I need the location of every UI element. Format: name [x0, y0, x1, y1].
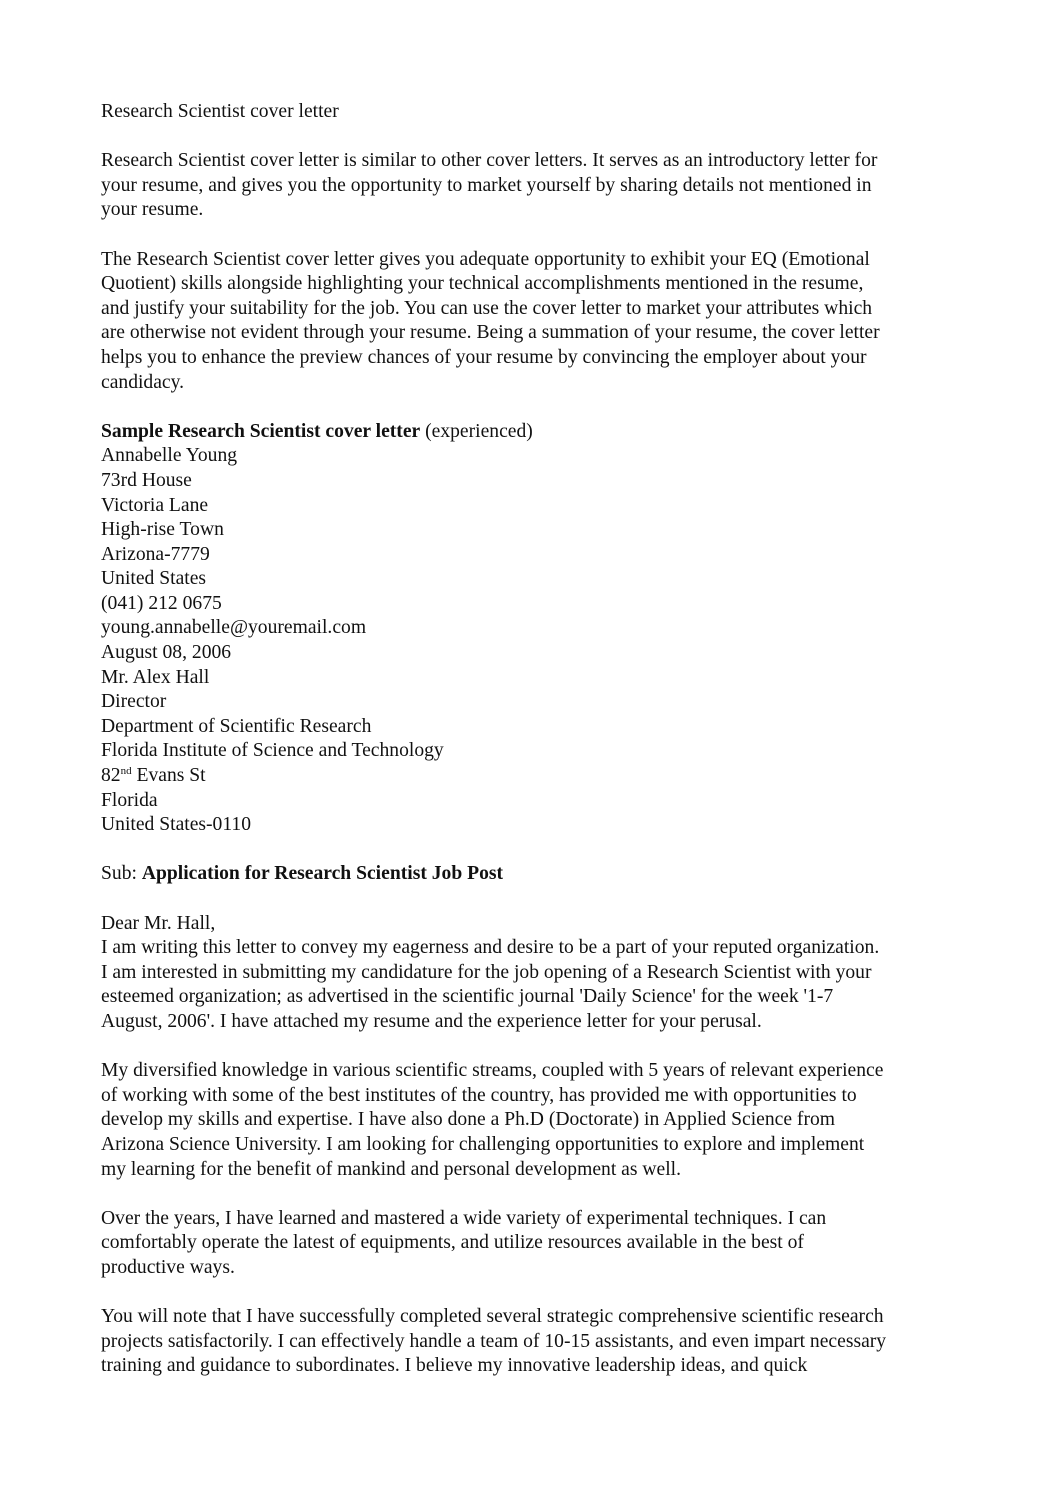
document-page: [101, 100, 961, 1379]
body-paragraph: [101, 936, 961, 1034]
subject-line: [101, 862, 961, 887]
text-line: Quotient) skills alongside highlighting your technical accomplishments mentioned in the resume,: [101, 273, 864, 295]
sender-town: High-rise Town: [101, 519, 224, 541]
recipient-state: Florida: [101, 789, 158, 811]
text-line: your resume, and gives you the opportunity to market yourself by sharing details not mentioned in: [101, 174, 872, 196]
text-line: productive ways.: [101, 1256, 235, 1278]
recipient-department: Department of Scientific Research: [101, 715, 372, 737]
spacer: [101, 838, 961, 863]
spacer: [101, 887, 961, 912]
text-line: my learning for the benefit of mankind and personal development as well.: [101, 1158, 682, 1180]
recipient-street: 82nd Evans St: [101, 765, 206, 787]
sender-name: Annabelle Young: [101, 445, 238, 467]
text-line: Arizona Science University. I am looking for challenging opportunities to explore and implement: [101, 1133, 865, 1155]
spacer: [101, 223, 961, 248]
text-line: projects satisfactorily. I can effectively handle a team of 10-15 assistants, and even impart necessary: [101, 1330, 887, 1352]
body-paragraph: [101, 1207, 961, 1281]
text-line: I am interested in submitting my candidature for the job opening of a Research Scientist with your: [101, 961, 872, 983]
subject-prefix: Sub:: [101, 863, 142, 885]
text-line: My diversified knowledge in various scientific streams, coupled with 5 years of relevant experience: [101, 1060, 884, 1082]
body-paragraph: [101, 1059, 961, 1182]
text-line: esteemed organization; as advertised in the scientific journal 'Daily Science' for the week '1-7: [101, 986, 834, 1008]
text-line: helps you to enhance the preview chances of your resume by convincing the employer about your: [101, 346, 867, 368]
body-paragraph: [101, 1305, 961, 1379]
text-line: of working with some of the best institutes of the country, has provided me with opportunities to: [101, 1084, 857, 1106]
text-line: The Research Scientist cover letter gives you adequate opportunity to exhibit your EQ (Emotional: [101, 248, 870, 270]
spacer: [101, 1281, 961, 1306]
text-line: You will note that I have successfully completed several strategic comprehensive scientific research: [101, 1306, 884, 1328]
recipient-title: Director: [101, 691, 167, 713]
text-line: and justify your suitability for the job. You can use the cover letter to market your attributes which: [101, 297, 873, 319]
spacer: [101, 1035, 961, 1060]
text-line: August, 2006'. I have attached my resume and the experience letter for your perusal.: [101, 1010, 762, 1032]
text-line: training and guidance to subordinates. I believe my innovative leadership ideas, and quick: [101, 1355, 808, 1377]
text-line: Over the years, I have learned and mastered a wide variety of experimental techniques. I can: [101, 1207, 827, 1229]
text-line: your resume.: [101, 199, 204, 221]
sender-email: young.annabelle@youremail.com: [101, 617, 367, 639]
salutation: Dear Mr. Hall,: [101, 912, 216, 934]
spacer: [101, 395, 961, 420]
sender-street: Victoria Lane: [101, 494, 209, 516]
recipient-institute: Florida Institute of Science and Technology: [101, 740, 444, 762]
sender-house: 73rd House: [101, 469, 192, 491]
overview-paragraph: [101, 248, 961, 396]
document-title: Research Scientist cover letter: [101, 101, 339, 122]
spacer: [101, 1182, 961, 1207]
sender-address: [101, 444, 961, 641]
spacer: [101, 125, 961, 150]
recipient-country-zip: United States-0110: [101, 814, 252, 836]
text-line: develop my skills and expertise. I have also done a Ph.D (Doctorate) in Applied Science from: [101, 1109, 836, 1131]
sender-phone: (041) 212 0675: [101, 592, 222, 614]
letter-date: August 08, 2006: [101, 642, 232, 664]
text-line: comfortably operate the latest of equipments, and utilize resources available in the best of: [101, 1232, 804, 1254]
text-line: Research Scientist cover letter is similar to other cover letters. It serves as an introductory letter for: [101, 150, 878, 172]
subject-text: Application for Research Scientist Job Post: [141, 863, 504, 885]
sample-heading-bold: Sample Research Scientist cover letter: [101, 420, 421, 442]
text-line: I am writing this letter to convey my eagerness and desire to be a part of your reputed organization.: [101, 937, 880, 959]
intro-paragraph: [101, 149, 961, 223]
sample-heading: [101, 420, 961, 445]
sender-country: United States: [101, 568, 207, 590]
text-line: are otherwise not evident through your resume. Being a summation of your resume, the cover letter: [101, 322, 880, 344]
recipient-address: [101, 666, 961, 838]
sender-state-zip: Arizona-7779: [101, 543, 210, 565]
text-line: candidacy.: [101, 371, 185, 393]
recipient-name: Mr. Alex Hall: [101, 666, 210, 688]
sample-heading-suffix: (experienced): [420, 420, 533, 442]
